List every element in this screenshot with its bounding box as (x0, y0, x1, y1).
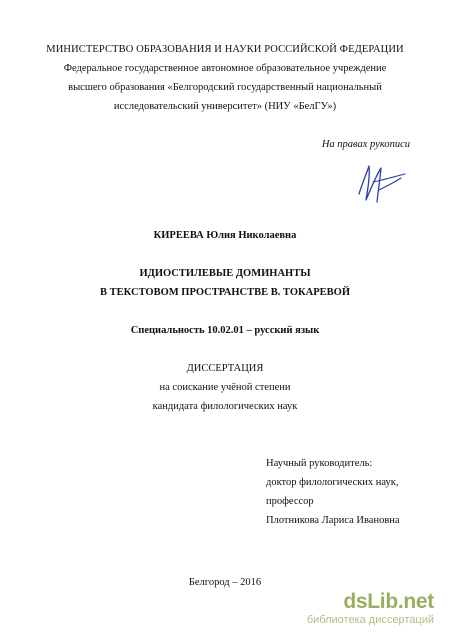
institution-line-3: исследовательский университет» (НИУ «БелГУ») (113, 101, 337, 112)
watermark-subtitle: библиотека диссертаций (306, 614, 434, 626)
supervisor-name: Плотникова Лариса Ивановна (266, 515, 400, 526)
supervisor-label: Научный руководитель: (266, 458, 373, 469)
dissertation-line-1: на соискание учёной степени (159, 382, 291, 393)
supervisor-title: профессор (266, 496, 314, 507)
author-name: КИРЕЕВА Юлия Николаевна (153, 230, 297, 241)
manuscript-note: На правах рукописи (321, 139, 410, 150)
city-year: Белгород – 2016 (188, 577, 262, 588)
supervisor-degree: доктор филологических наук, (266, 477, 399, 488)
watermark-brand: dsLib.net (343, 590, 434, 613)
institution-line-1: Федеральное государственное автономное образовательное учреждение (63, 63, 387, 74)
ministry-heading: МИНИСТЕРСТВО ОБРАЗОВАНИЯ И НАУКИ РОССИЙСКОЙ ФЕДЕРАЦИИ (46, 44, 404, 55)
thesis-title-line-1: ИДИОСТИЛЕВЫЕ ДОМИНАНТЫ (139, 268, 311, 279)
dissertation-heading: ДИССЕРТАЦИЯ (186, 363, 264, 374)
signature-icon (353, 160, 411, 206)
institution-line-2: высшего образования «Белгородский государственный национальный (68, 82, 382, 93)
thesis-title-line-2: В ТЕКСТОВОМ ПРОСТРАНСТВЕ В. ТОКАРЕВОЙ (100, 287, 350, 298)
dslib-watermark (306, 590, 438, 630)
specialty: Специальность 10.02.01 – русский язык (130, 325, 320, 336)
dissertation-line-2: кандидата филологических наук (152, 401, 298, 412)
